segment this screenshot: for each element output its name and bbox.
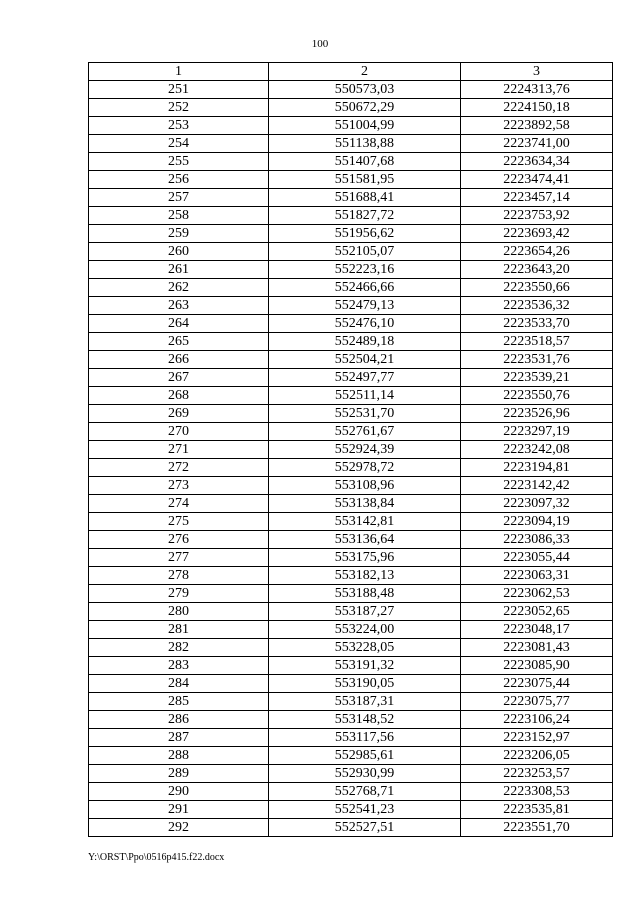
table-row	[89, 207, 613, 225]
table-cell-col1: 282	[89, 639, 269, 657]
table-row	[89, 657, 613, 675]
table-row	[89, 225, 613, 243]
table-cell-col2: 552466,66	[269, 279, 461, 297]
table-cell-col1: 271	[89, 441, 269, 459]
table-cell-col3: 2223106,24	[461, 711, 613, 729]
table-cell-col3: 2223152,97	[461, 729, 613, 747]
table-cell-col2: 552497,77	[269, 369, 461, 387]
table-cell-col2: 553182,13	[269, 567, 461, 585]
table-cell-col1: 273	[89, 477, 269, 495]
table-cell-col3: 2223550,66	[461, 279, 613, 297]
table-row	[89, 693, 613, 711]
table-cell-col2: 552930,99	[269, 765, 461, 783]
table-cell-col3: 2223052,65	[461, 603, 613, 621]
table-cell-col3: 2223297,19	[461, 423, 613, 441]
table-cell-col1: 272	[89, 459, 269, 477]
table-cell-col1: 268	[89, 387, 269, 405]
table-row	[89, 243, 613, 261]
table-cell-col3: 2223753,92	[461, 207, 613, 225]
table-row	[89, 675, 613, 693]
table-row	[89, 567, 613, 585]
table-cell-col1: 286	[89, 711, 269, 729]
table-cell-col2: 552223,16	[269, 261, 461, 279]
table-cell-col1: 288	[89, 747, 269, 765]
table-row	[89, 729, 613, 747]
table-row	[89, 459, 613, 477]
table-row	[89, 495, 613, 513]
table-row	[89, 297, 613, 315]
table-cell-col3: 2223062,53	[461, 585, 613, 603]
table-cell-col3: 2223075,77	[461, 693, 613, 711]
table-cell-col3: 2223892,58	[461, 117, 613, 135]
table-cell-col3: 2223086,33	[461, 531, 613, 549]
table-cell-col3: 2223551,70	[461, 819, 613, 837]
table-row	[89, 315, 613, 333]
table-cell-col3: 2223526,96	[461, 405, 613, 423]
table-cell-col3: 2223242,08	[461, 441, 613, 459]
table-cell-col2: 551407,68	[269, 153, 461, 171]
table-row	[89, 279, 613, 297]
table-cell-col2: 553108,96	[269, 477, 461, 495]
table-row	[89, 153, 613, 171]
table-cell-col1: 257	[89, 189, 269, 207]
table-cell-col1: 289	[89, 765, 269, 783]
table-cell-col2: 552978,72	[269, 459, 461, 477]
table-cell-col2: 552476,10	[269, 315, 461, 333]
coordinates-table	[88, 62, 613, 837]
table-cell-col2: 552504,21	[269, 351, 461, 369]
table-row	[89, 621, 613, 639]
table-cell-col3: 2223536,32	[461, 297, 613, 315]
table-cell-col2: 552511,14	[269, 387, 461, 405]
table-cell-col1: 264	[89, 315, 269, 333]
table-row	[89, 189, 613, 207]
table-cell-col3: 2223075,44	[461, 675, 613, 693]
table-cell-col2: 552527,51	[269, 819, 461, 837]
table-row	[89, 333, 613, 351]
table-cell-col3: 2223531,76	[461, 351, 613, 369]
table-row	[89, 747, 613, 765]
table-cell-col3: 2223533,70	[461, 315, 613, 333]
table-cell-col3: 2223654,26	[461, 243, 613, 261]
table-cell-col3: 2223550,76	[461, 387, 613, 405]
table-cell-col1: 265	[89, 333, 269, 351]
table-cell-col2: 553224,00	[269, 621, 461, 639]
table-cell-col1: 256	[89, 171, 269, 189]
column-header-1: 1	[89, 63, 269, 81]
table-row	[89, 423, 613, 441]
column-header-3: 3	[461, 63, 613, 81]
table-cell-col2: 552985,61	[269, 747, 461, 765]
table-cell-col1: 274	[89, 495, 269, 513]
table-cell-col3: 2223085,90	[461, 657, 613, 675]
table-row	[89, 639, 613, 657]
table-cell-col3: 2223048,17	[461, 621, 613, 639]
table-cell-col1: 261	[89, 261, 269, 279]
table-row	[89, 531, 613, 549]
table-cell-col3: 2223055,44	[461, 549, 613, 567]
table-cell-col2: 550672,29	[269, 99, 461, 117]
table-header-row	[89, 63, 613, 81]
table-row	[89, 585, 613, 603]
table-row	[89, 387, 613, 405]
table-cell-col3: 2223142,42	[461, 477, 613, 495]
table-body	[89, 81, 613, 837]
table-cell-col2: 553117,56	[269, 729, 461, 747]
table-cell-col2: 551956,62	[269, 225, 461, 243]
table-row	[89, 711, 613, 729]
table-cell-col3: 2223539,21	[461, 369, 613, 387]
table-cell-col1: 291	[89, 801, 269, 819]
table-cell-col1: 275	[89, 513, 269, 531]
table-cell-col2: 553138,84	[269, 495, 461, 513]
table-cell-col2: 553148,52	[269, 711, 461, 729]
table-row	[89, 81, 613, 99]
table-cell-col1: 269	[89, 405, 269, 423]
table-cell-col2: 553188,48	[269, 585, 461, 603]
table-row	[89, 783, 613, 801]
table-cell-col2: 552489,18	[269, 333, 461, 351]
table-cell-col2: 553228,05	[269, 639, 461, 657]
table-row	[89, 99, 613, 117]
table-cell-col1: 260	[89, 243, 269, 261]
table-row	[89, 549, 613, 567]
table-cell-col1: 290	[89, 783, 269, 801]
table-cell-col2: 553187,31	[269, 693, 461, 711]
table-cell-col2: 551688,41	[269, 189, 461, 207]
table-cell-col2: 552761,67	[269, 423, 461, 441]
table-cell-col3: 2223457,14	[461, 189, 613, 207]
table-cell-col1: 253	[89, 117, 269, 135]
table-cell-col2: 553142,81	[269, 513, 461, 531]
table-row	[89, 819, 613, 837]
table-cell-col1: 280	[89, 603, 269, 621]
table-cell-col1: 254	[89, 135, 269, 153]
table-cell-col2: 552768,71	[269, 783, 461, 801]
table-cell-col2: 551581,95	[269, 171, 461, 189]
table-cell-col2: 552924,39	[269, 441, 461, 459]
table-row	[89, 477, 613, 495]
table-cell-col2: 551004,99	[269, 117, 461, 135]
table-cell-col3: 2223518,57	[461, 333, 613, 351]
table-cell-col1: 262	[89, 279, 269, 297]
table-cell-col1: 278	[89, 567, 269, 585]
table-cell-col1: 252	[89, 99, 269, 117]
table-cell-col3: 2223097,32	[461, 495, 613, 513]
table-cell-col1: 287	[89, 729, 269, 747]
footer-file-path: Y:\ORST\Ppo\0516p415.f22.docx	[88, 852, 225, 863]
table-cell-col2: 550573,03	[269, 81, 461, 99]
table-cell-col1: 259	[89, 225, 269, 243]
table-cell-col2: 552531,70	[269, 405, 461, 423]
table-row	[89, 171, 613, 189]
table-cell-col3: 2223474,41	[461, 171, 613, 189]
table-row	[89, 801, 613, 819]
table-cell-col3: 2223206,05	[461, 747, 613, 765]
table-row	[89, 513, 613, 531]
table-row	[89, 603, 613, 621]
table-cell-col2: 551138,88	[269, 135, 461, 153]
table-cell-col1: 276	[89, 531, 269, 549]
table-cell-col1: 284	[89, 675, 269, 693]
table-cell-col2: 553190,05	[269, 675, 461, 693]
table-row	[89, 135, 613, 153]
table-cell-col3: 2223643,20	[461, 261, 613, 279]
table-cell-col2: 553191,32	[269, 657, 461, 675]
table-row	[89, 405, 613, 423]
column-header-2: 2	[269, 63, 461, 81]
table-cell-col1: 255	[89, 153, 269, 171]
table-cell-col1: 266	[89, 351, 269, 369]
table-cell-col1: 292	[89, 819, 269, 837]
table-cell-col1: 283	[89, 657, 269, 675]
table-cell-col1: 285	[89, 693, 269, 711]
table-cell-col1: 281	[89, 621, 269, 639]
table-cell-col3: 2223081,43	[461, 639, 613, 657]
table-cell-col3: 2223634,34	[461, 153, 613, 171]
table-cell-col3: 2223693,42	[461, 225, 613, 243]
table-cell-col1: 251	[89, 81, 269, 99]
table-cell-col1: 279	[89, 585, 269, 603]
table-cell-col3: 2223063,31	[461, 567, 613, 585]
table-cell-col1: 270	[89, 423, 269, 441]
table-cell-col2: 552105,07	[269, 243, 461, 261]
table-row	[89, 351, 613, 369]
table-row	[89, 441, 613, 459]
table-cell-col2: 553136,64	[269, 531, 461, 549]
table-row	[89, 117, 613, 135]
table-cell-col2: 552541,23	[269, 801, 461, 819]
table-cell-col1: 267	[89, 369, 269, 387]
table-cell-col2: 553187,27	[269, 603, 461, 621]
page-number: 100	[311, 38, 329, 50]
table-row	[89, 261, 613, 279]
table-row	[89, 369, 613, 387]
table-cell-col3: 2223308,53	[461, 783, 613, 801]
table-cell-col2: 551827,72	[269, 207, 461, 225]
table-cell-col1: 263	[89, 297, 269, 315]
table-cell-col3: 2223094,19	[461, 513, 613, 531]
table-cell-col3: 2223741,00	[461, 135, 613, 153]
table-cell-col3: 2223194,81	[461, 459, 613, 477]
table-cell-col1: 277	[89, 549, 269, 567]
table-cell-col2: 553175,96	[269, 549, 461, 567]
table-cell-col1: 258	[89, 207, 269, 225]
table-cell-col3: 2223535,81	[461, 801, 613, 819]
table-cell-col3: 2224150,18	[461, 99, 613, 117]
table-row	[89, 765, 613, 783]
table-cell-col3: 2224313,76	[461, 81, 613, 99]
table-cell-col2: 552479,13	[269, 297, 461, 315]
table-cell-col3: 2223253,57	[461, 765, 613, 783]
